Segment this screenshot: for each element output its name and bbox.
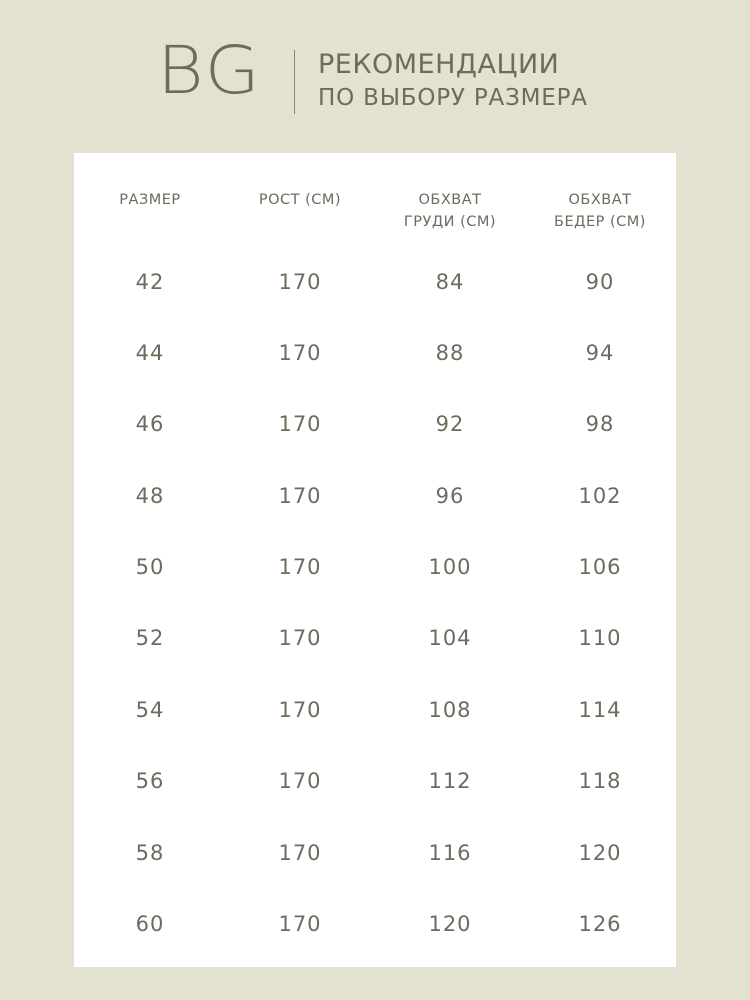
table-row [74,909,676,939]
cell-size: 58 [135,841,165,865]
cell-size: 56 [135,769,165,793]
cell-size: 50 [135,555,165,579]
cell-height: 170 [278,912,322,936]
column-header-height: РОСТ (СМ) [258,192,342,208]
table-row [74,552,676,582]
cell-chest: 100 [428,555,472,579]
cell-hips: 98 [585,412,615,436]
table-row [74,695,676,725]
cell-hips: 110 [578,626,622,650]
cell-chest: 88 [435,341,465,365]
table-row [74,766,676,796]
cell-height: 170 [278,769,322,793]
table-row [74,623,676,653]
cell-hips: 90 [585,270,615,294]
cell-size: 44 [135,341,165,365]
cell-height: 170 [278,341,322,365]
table-row [74,338,676,368]
cell-height: 170 [278,841,322,865]
cell-size: 60 [135,912,165,936]
cell-height: 170 [278,555,322,579]
cell-size: 48 [135,484,165,508]
page-title-line2: ПО ВЫБОРУ РАЗМЕРА [318,85,588,111]
brand-logo: BG [157,32,262,109]
cell-hips: 126 [578,912,622,936]
cell-chest: 120 [428,912,472,936]
column-header-hips: ОБХВАТ БЕДЕР (СМ) [554,192,646,230]
size-table [74,153,676,967]
table-row [74,481,676,511]
cell-hips: 118 [578,769,622,793]
table-row [74,838,676,868]
cell-size: 46 [135,412,165,436]
cell-chest: 104 [428,626,472,650]
cell-chest: 116 [428,841,472,865]
cell-height: 170 [278,698,322,722]
cell-chest: 112 [428,769,472,793]
column-header-chest: ОБХВАТ ГРУДИ (СМ) [403,192,497,230]
cell-hips: 114 [578,698,622,722]
table-row [74,267,676,297]
cell-hips: 102 [578,484,622,508]
header [0,0,750,150]
cell-hips: 120 [578,841,622,865]
cell-size: 54 [135,698,165,722]
cell-size: 42 [135,270,165,294]
cell-chest: 108 [428,698,472,722]
cell-size: 52 [135,626,165,650]
header-divider [294,50,295,114]
cell-height: 170 [278,412,322,436]
cell-chest: 92 [435,412,465,436]
cell-chest: 84 [435,270,465,294]
cell-hips: 94 [585,341,615,365]
cell-hips: 106 [578,555,622,579]
table-row [74,409,676,439]
cell-chest: 96 [435,484,465,508]
cell-height: 170 [278,270,322,294]
cell-height: 170 [278,626,322,650]
cell-height: 170 [278,484,322,508]
column-header-size: РАЗМЕР [119,192,181,208]
page-title-line1: РЕКОМЕНДАЦИИ [318,49,560,80]
